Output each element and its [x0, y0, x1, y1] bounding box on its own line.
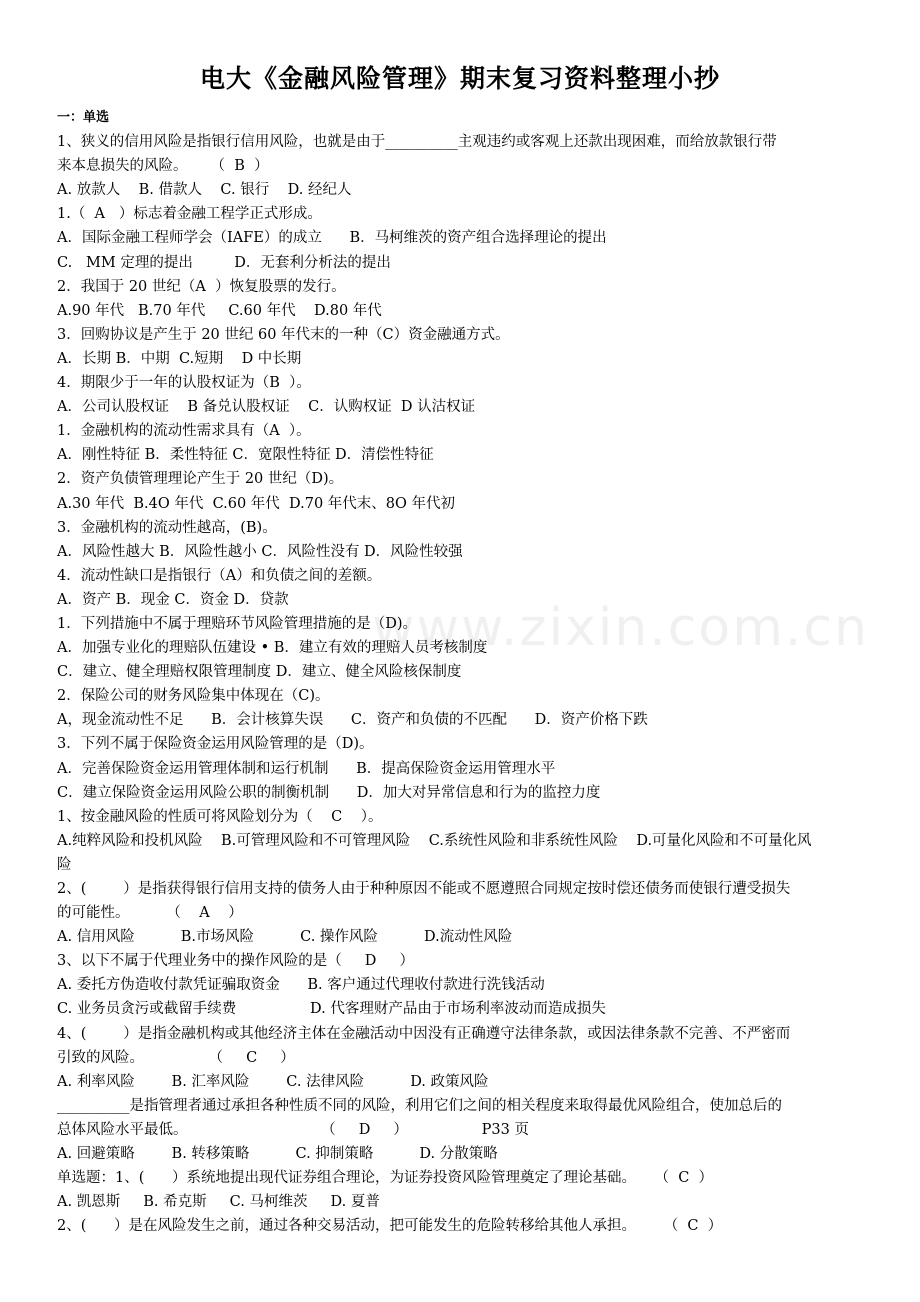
text-line: A．加强专业化的理赔队伍建设 • B．建立有效的理赔人员考核制度	[57, 640, 488, 657]
text-line: 1．金融机构的流动性需求具有（A ）。	[57, 423, 311, 440]
text-line: 的可能性。 （ A ）	[57, 905, 243, 922]
section-heading: 一：单选	[57, 110, 110, 125]
text-line: A，现金流动性不足 B．会计核算失误 C．资产和负债的不匹配 D．资产价格下跌	[57, 712, 648, 729]
text-line: C. MM 定理的提出 D．无套利分析法的提出	[57, 254, 391, 271]
text-line: 2．我国于 20 世纪（A ）恢复股票的发行。	[57, 278, 346, 295]
text-line: A．刚性特征 B．柔性特征 C．宽限性特征 D．清偿性特征	[57, 447, 434, 464]
text-line: A．公司认股权证 B 备兑认股权证 C．认购权证 D 认沽权证	[57, 399, 476, 416]
text-line: A. 委托方伪造收付款凭证骗取资金 B. 客户通过代理收付款进行洗钱活动	[57, 977, 545, 994]
text-line: A．国际金融工程师学会（IAFE）的成立 B．马柯维茨的资产组合选择理论的提出	[57, 230, 607, 247]
text-line: C．建立保险资金运用风险公职的制衡机制 D．加大对异常信息和行为的监控力度	[57, 784, 601, 801]
text-line: C．建立、健全理赔权限管理制度 D．建立、健全风险核保制度	[57, 664, 462, 681]
text-line: 险	[57, 856, 72, 873]
watermark: www.zixin.com.cn	[372, 598, 869, 658]
text-line: 3．回购协议是产生于 20 世纪 60 年代末的一种（C）资金融通方式。	[57, 326, 510, 343]
text-line: 1．下列措施中不属于理赔环节风险管理措施的是（D)。	[57, 615, 418, 632]
text-line: A. 利率风险 B. 汇率风险 C. 法律风险 D. 政策风险	[57, 1073, 489, 1090]
text-line: 2、( ）是指获得银行信用支持的债务人由于种种原因不能或不愿遵照合同规定按时偿还债务而使银行遭受损失	[57, 881, 791, 897]
text-line: 3．金融机构的流动性越高，(B)。	[57, 519, 277, 536]
text-line: 2．资产负债管理理论产生于 20 世纪（D)。	[57, 471, 344, 488]
text-line: 2、( ）是在风险发生之前，通过各种交易活动，把可能发生的危险转移给其他人承担。 （ C ）	[57, 1218, 723, 1235]
text-line: A. 信用风险 B.市场风险 C. 操作风险 D.流动性风险	[57, 929, 513, 946]
text-line: 3．下列不属于保险资金运用风险管理的是（D)。	[57, 736, 374, 753]
text-line: 4、( ）是指金融机构或其他经济主体在金融活动中因没有正确遵守法律条款，或因法律条款不完善、不严密而	[57, 1025, 791, 1042]
text-line: A. 放款人 B. 借款人 C. 银行 D. 经纪人	[57, 182, 352, 199]
text-line: 4．期限少于一年的认股权证为（B ）。	[57, 375, 311, 392]
text-line: A.90 年代 B.70 年代 C.60 年代 D.80 年代	[57, 302, 382, 319]
text-line: 2．保险公司的财务风险集中体现在（C)。	[57, 688, 330, 705]
text-line: 引致的风险。 （ C ）	[57, 1049, 295, 1066]
text-line: A. 凯恩斯 B. 希克斯 C. 马柯维茨 D. 夏普	[57, 1194, 380, 1211]
text-line: 1、按金融风险的性质可将风险划分为（ C ）。	[57, 808, 383, 825]
text-line: 来本息损失的风险。 （ B ）	[57, 158, 269, 175]
text-line: A.纯粹风险和投机风险 B.可管理风险和不可管理风险 C.系统性风险和非系统性风险 D.可量化风险和不可量化风	[57, 832, 812, 849]
text-line: 4．流动性缺口是指银行（A）和负债之间的差额。	[57, 567, 382, 584]
text-line: A.30 年代 B.4O 年代 C.60 年代 D.70 年代末、8O 年代初	[57, 495, 456, 512]
text-line: A．长期 B．中期 C.短期 D 中长期	[57, 350, 302, 367]
text-line: A．资产 B．现金 C．资金 D．贷款	[57, 591, 289, 608]
text-line: 总体风险水平最低。 （ D ） P33 页	[57, 1121, 529, 1138]
text-line: 单选题：1、( ）系统地提出现代证券组合理论，为证券投资风险管理奠定了理论基础。 （ C ）	[57, 1170, 714, 1187]
text-line: A．风险性越大 B．风险性越小 C．风险性没有 D．风险性较强	[57, 543, 463, 560]
text-line: 3、以下不属于代理业务中的操作风险的是（ D ）	[57, 953, 414, 970]
text-line: 1.（ A ）标志着金融工程学正式形成。	[57, 206, 322, 223]
document-title: 电大《金融风险管理》期末复习资料整理小抄	[199, 64, 720, 93]
document-body	[57, 106, 875, 1238]
text-line: A．完善保险资金运用管理体制和运行机制 B．提高保险资金运用管理水平	[57, 760, 556, 777]
text-line: __________是指管理者通过承担各种性质不同的风险，利用它们之间的相关程度来取得最优风险组合，使加总后的	[57, 1097, 782, 1114]
text-line: C. 业务员贪污或截留手续费 D. 代客理财产品由于市场利率波动而造成损失	[57, 1001, 606, 1018]
text-line: A. 回避策略 B. 转移策略 C. 抑制策略 D. 分散策略	[57, 1146, 498, 1163]
text-line: 1、狭义的信用风险是指银行信用风险，也就是由于__________主观违约或客观上还款出现困难，而给放款银行带	[57, 134, 777, 151]
